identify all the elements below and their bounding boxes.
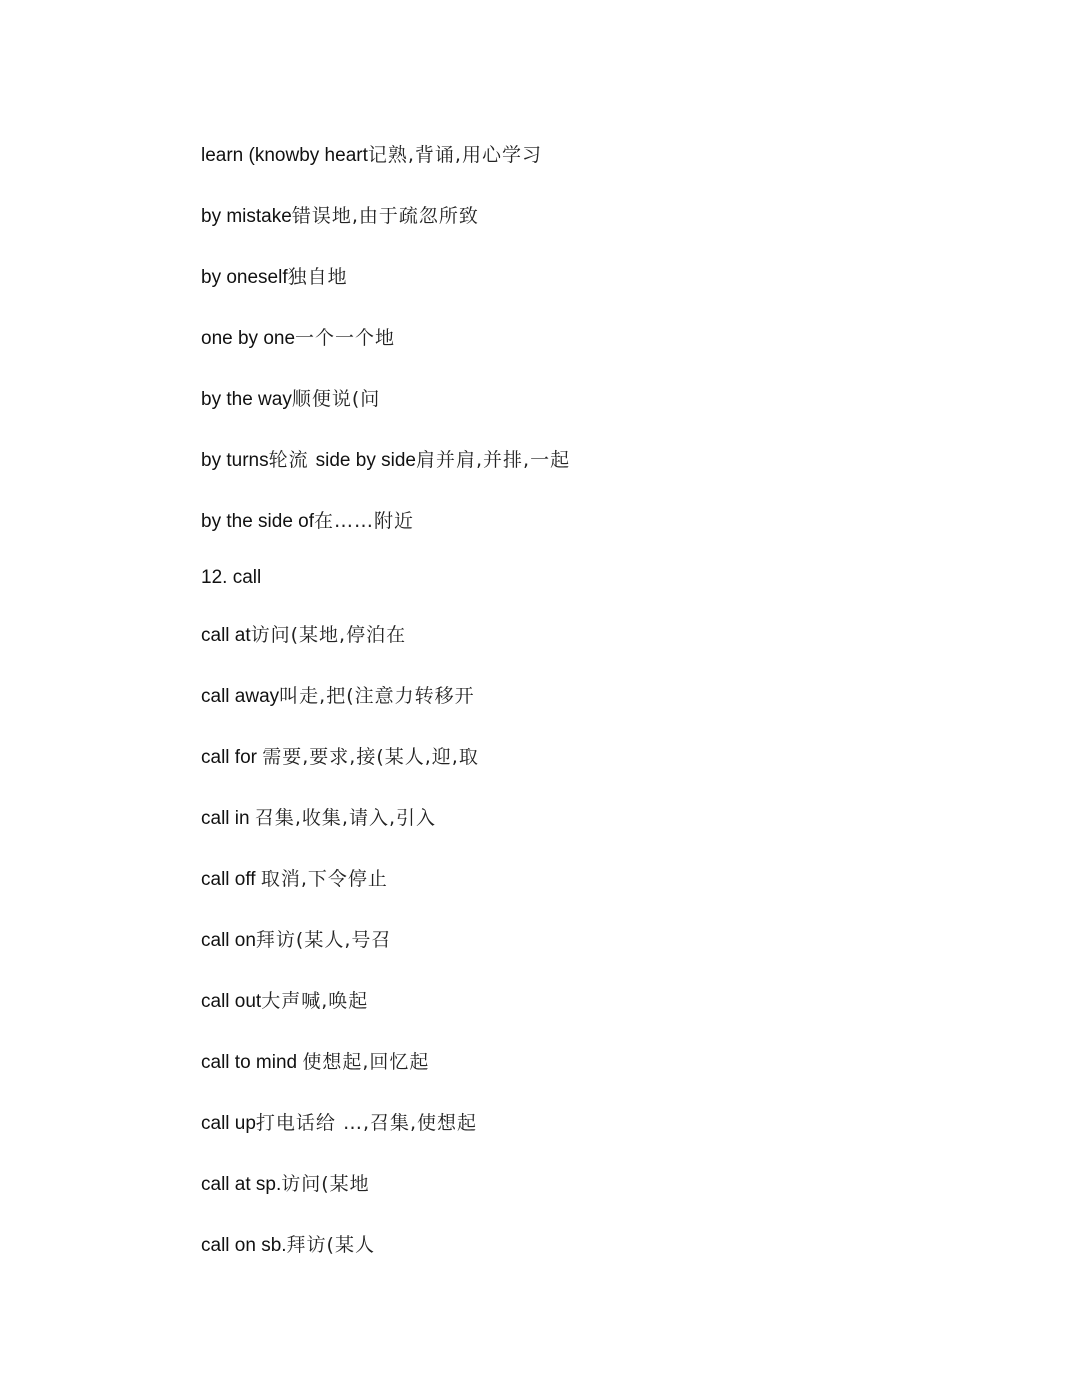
phrase-chinese: 顺便说(问: [291, 388, 381, 410]
phrase-chinese: 大声喊,唤起: [261, 990, 369, 1012]
phrase-chinese: 访问(某地: [281, 1173, 370, 1195]
phrase-english: call for: [201, 747, 263, 768]
phrase-chinese: 错误地,由于疏忽所致: [291, 205, 479, 227]
phrase-english: call at: [201, 625, 251, 646]
phrase-line: [201, 620, 1021, 681]
phrase-line: [201, 384, 1021, 445]
phrase-english: call on: [201, 930, 256, 951]
phrase-line: [201, 803, 1021, 864]
phrase-english: by turns: [201, 450, 269, 471]
phrase-line: [201, 864, 1021, 925]
phrase-english: by oneself: [201, 267, 288, 288]
phrase-english: call in: [201, 808, 255, 829]
phrase-chinese: 召集,收集,请入,引入: [254, 807, 436, 829]
phrase-english: call up: [201, 1113, 256, 1134]
phrase-chinese: 叫走,把(注意力转移开: [279, 685, 475, 707]
phrase-line: [201, 140, 1021, 201]
phrase-english: call at sp.: [201, 1174, 282, 1195]
phrase-line: [201, 1047, 1021, 1108]
phrase-line: [201, 506, 1021, 563]
phrase-chinese: 打电话给 …,召集,使想起: [255, 1112, 478, 1134]
phrase-line: [201, 1230, 1021, 1291]
phrase-chinese: 轮流: [268, 449, 316, 471]
phrase-line: [201, 1169, 1021, 1230]
phrase-english: one by one: [201, 328, 296, 349]
phrase-line: [201, 262, 1021, 323]
phrase-chinese: 取消,下令停止: [260, 868, 388, 890]
section-heading-text: 12. call: [201, 567, 262, 588]
phrase-english: call on sb.: [201, 1235, 287, 1256]
phrase-list: [201, 140, 1021, 1291]
phrase-english-second: side by side: [315, 450, 416, 471]
phrase-english: call out: [201, 991, 262, 1012]
phrase-chinese: 使想起,回忆起: [302, 1051, 430, 1073]
phrase-line: [201, 925, 1021, 986]
phrase-chinese: 拜访(某人: [286, 1234, 375, 1256]
phrase-english: by the way: [201, 389, 292, 410]
section-heading: [201, 563, 1021, 620]
phrase-chinese: 在……附近: [314, 510, 415, 532]
phrase-line: [201, 681, 1021, 742]
phrase-english: call off: [201, 869, 261, 890]
phrase-english: call away: [201, 686, 280, 707]
phrase-english: learn (knowby heart: [201, 145, 368, 166]
phrase-chinese: 需要,要求,接(某人,迎,取: [262, 746, 479, 768]
phrase-chinese: 记熟,背诵,用心学习: [367, 144, 542, 166]
phrase-line: [201, 201, 1021, 262]
phrase-english: call to mind: [201, 1052, 303, 1073]
phrase-line: [201, 986, 1021, 1047]
phrase-line: [201, 445, 1021, 506]
phrase-chinese: 独自地: [287, 266, 348, 288]
phrase-chinese: 拜访(某人,号召: [255, 929, 392, 951]
phrase-line: [201, 742, 1021, 803]
phrase-english: by mistake: [201, 206, 292, 227]
phrase-chinese-second: 肩并肩,并排,一起: [415, 449, 571, 471]
phrase-english: by the side of: [201, 511, 315, 532]
phrase-chinese: 访问(某地,停泊在: [250, 624, 407, 646]
phrase-line: [201, 1108, 1021, 1169]
phrase-line: [201, 323, 1021, 384]
phrase-chinese: 一个一个地: [295, 327, 396, 349]
